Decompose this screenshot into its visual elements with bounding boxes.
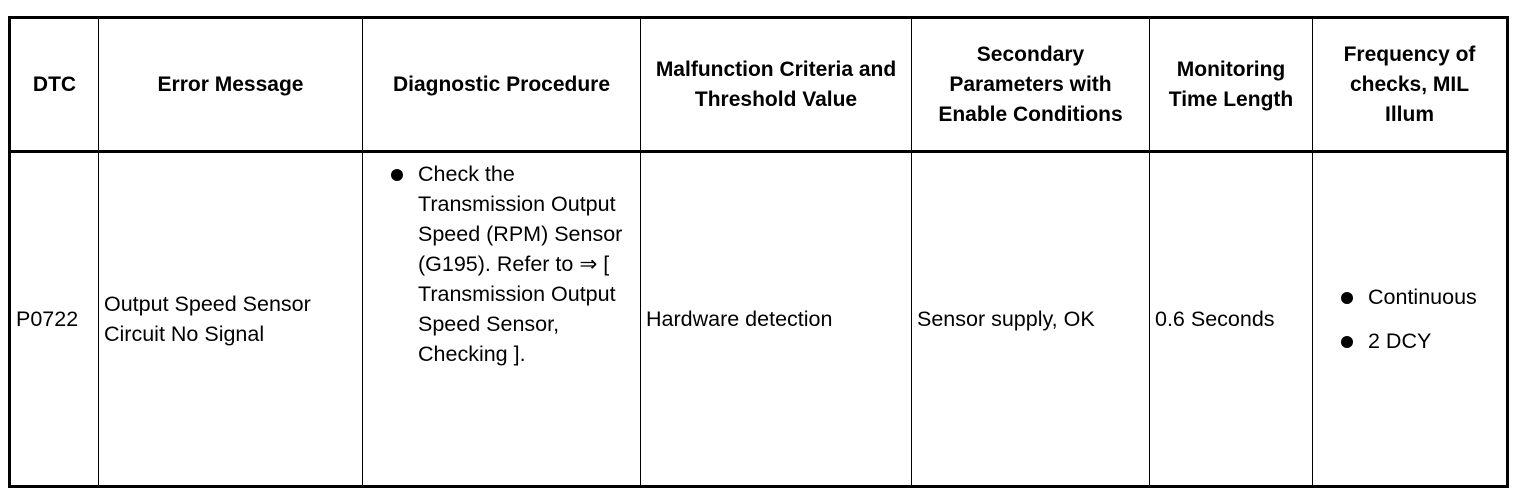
cell-error-message: Output Speed Sensor Circuit No Signal (99, 152, 363, 487)
procedure-item: Check the Transmission Output Speed (RPM) Sensor (G195). Refer to ⇒ [ Transmission Output Speed Sensor, Checking ]. (368, 159, 626, 369)
header-diagnostic-procedure: Diagnostic Procedure (363, 18, 641, 152)
dtc-table (8, 16, 1509, 488)
header-error-message: Error Message (99, 18, 363, 152)
cell-monitoring-time: 0.6 Seconds (1150, 152, 1313, 487)
cell-frequency (1313, 152, 1508, 487)
table-row (10, 152, 1508, 487)
frequency-item-dcy: 2 DCY (1318, 326, 1501, 356)
frequency-item-continuous: Continuous (1318, 282, 1501, 312)
cell-malfunction-criteria: Hardware detection (641, 152, 912, 487)
header-secondary-parameters: Secondary Parameters with Enable Conditions (912, 18, 1150, 152)
cell-dtc: P0722 (10, 152, 99, 487)
header-frequency: Frequency of checks, MIL Illum (1313, 18, 1508, 152)
cell-diagnostic-procedure (363, 152, 641, 487)
cell-secondary-parameters: Sensor supply, OK (912, 152, 1150, 487)
frequency-list (1318, 282, 1501, 356)
procedure-list (368, 159, 626, 369)
header-row (10, 18, 1508, 152)
header-malfunction-criteria: Malfunction Criteria and Threshold Value (641, 18, 912, 152)
header-dtc: DTC (10, 18, 99, 152)
header-monitoring-time: Monitoring Time Length (1150, 18, 1313, 152)
